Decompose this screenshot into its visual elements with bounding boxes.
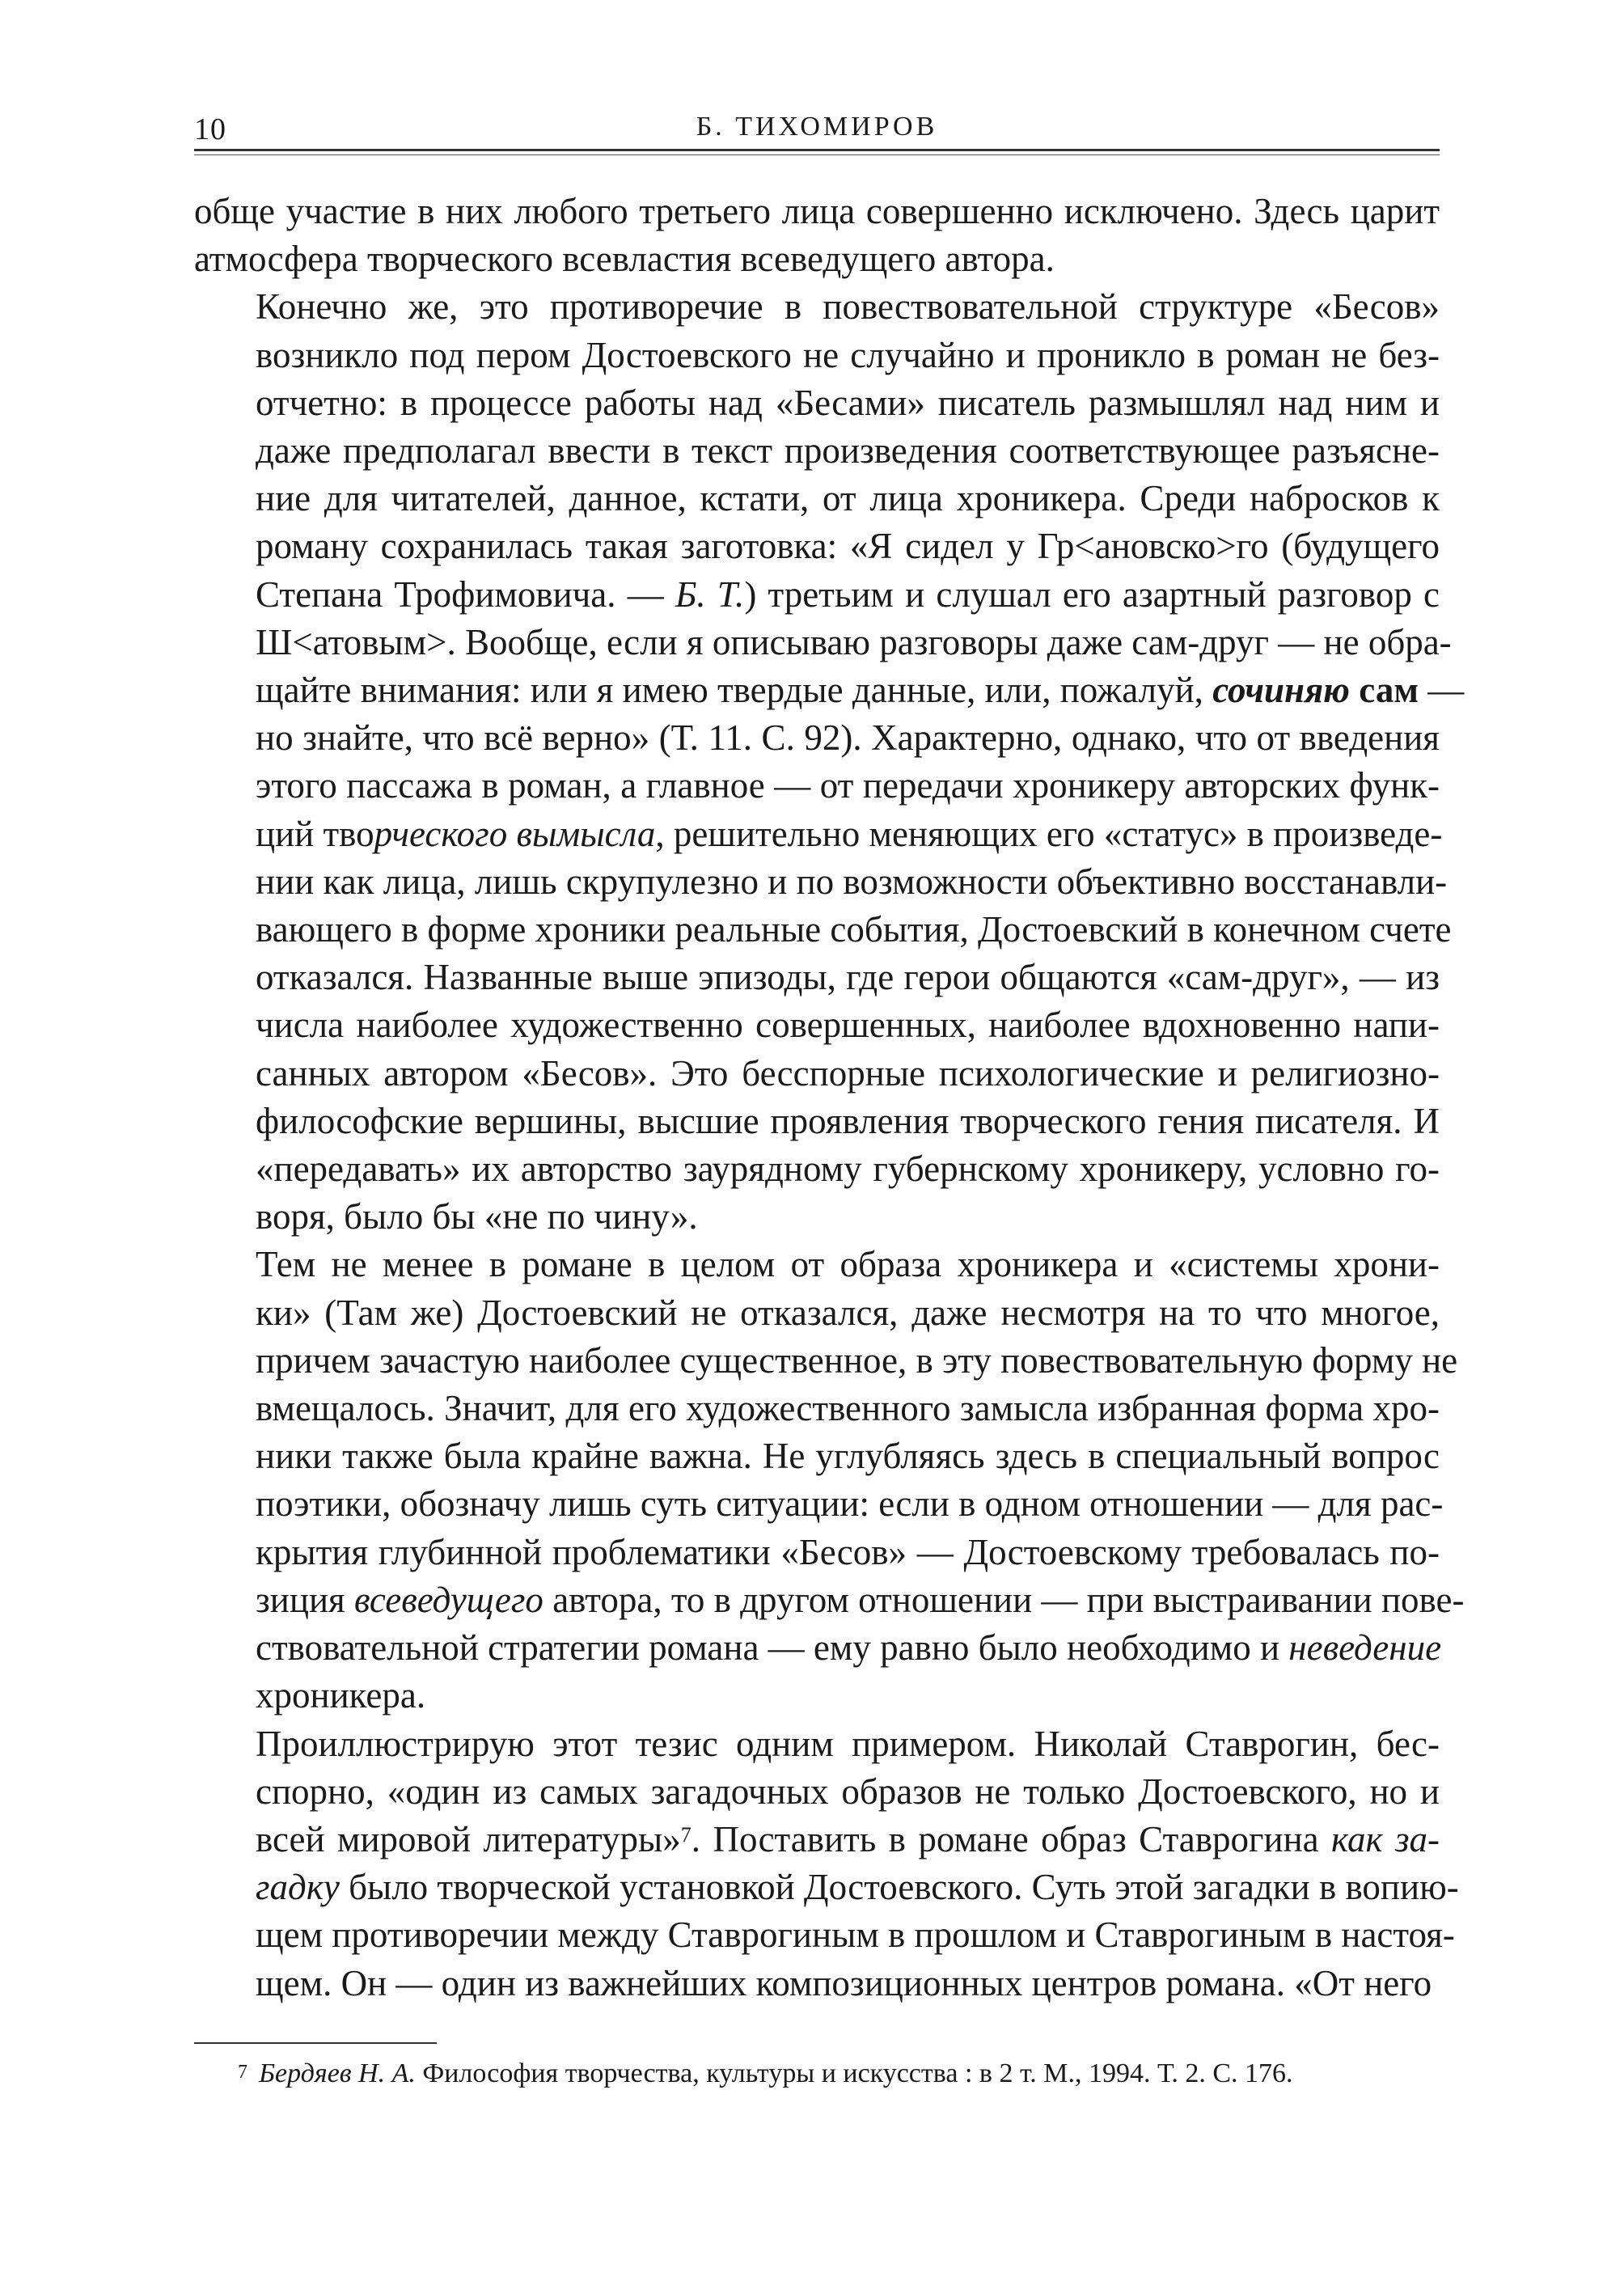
text-line [194, 1289, 1440, 1337]
text-run [1350, 670, 1359, 710]
text-run: но знайте, что всё верно» (Т. 11. С. 92). Характерно, однако, что от введения [256, 717, 1440, 759]
text-line [194, 332, 1440, 379]
text-line [194, 1001, 1440, 1049]
text-line [194, 1768, 1440, 1816]
text-run: обще участие в них любого третьего лица совершенно исключено. Здесь царит [194, 191, 1440, 231]
text-run: , решительно меняющих его «статус» в произведе- [655, 813, 1443, 854]
text-run: Тем не менее в романе в целом от образа хроникера и «системы хрони- [256, 1244, 1440, 1285]
text-run: этого пассажа в роман, а главное — от передачи хроникеру авторских функ- [256, 765, 1440, 806]
header-rule-thin [194, 154, 1440, 155]
footnote-rule [194, 2042, 437, 2044]
text-run: — [1418, 670, 1465, 711]
text-run: отказался. Названные выше эпизоды, где герои общаются «сам-друг», — из [256, 957, 1440, 998]
text-line [194, 1050, 1440, 1098]
emphasis-text: неведение [1288, 1627, 1442, 1669]
text-line [194, 906, 1452, 954]
emphasis-text: рческого вымысла [374, 813, 656, 854]
text-line [194, 188, 1440, 235]
text-line [194, 858, 1448, 906]
text-line [194, 1529, 1440, 1576]
text-line [194, 1960, 1440, 2007]
text-line [194, 1576, 1465, 1624]
emphasis-text: сочиняю [1212, 670, 1351, 711]
text-run: возникло под пером Достоевского не случайно и проникло в роман не без- [256, 334, 1440, 375]
paragraph [194, 283, 1465, 1241]
text-line [194, 1432, 1440, 1480]
text-line [194, 1672, 1440, 1720]
page-header [194, 105, 1440, 146]
text-run: зиция [256, 1579, 354, 1620]
text-run: хроникера. [256, 1675, 426, 1716]
text-run: щем противоречии между Ставрогиным в прошлом и Ставрогиным в настоя- [256, 1914, 1455, 1956]
paragraph [194, 188, 1440, 283]
text-line [194, 283, 1440, 331]
running-head: Б. ТИХОМИРОВ [696, 112, 938, 142]
text-run: автора, то в другом отношении — при выстраивании пове- [543, 1579, 1465, 1620]
text-line [194, 619, 1452, 666]
text-run: было творческой установкой Достоевского. Суть этой загадки в вопию- [339, 1867, 1459, 1908]
text-line [194, 1624, 1440, 1672]
text-run: ствовательной стратегии романа — ему равно было необходимо и [256, 1627, 1289, 1669]
text-run: «передавать» их авторство заурядному губернскому хроникеру, условно го- [256, 1149, 1440, 1190]
text-run: роману сохранилась такая заготовка: «Я сидел у Гр<ановско>го (будущего [256, 526, 1440, 567]
text-run: щем. Он — один из важнейших композиционных центров романа. «От него [256, 1962, 1432, 2003]
emphasis-text: всеведущего [353, 1579, 543, 1620]
text-run: щайте внимания: или я имею твердые данные, или, пожалуй, [256, 670, 1213, 711]
text-line [194, 1911, 1455, 1959]
text-run: даже предполагал ввести в текст произведения соответствующее разъясне- [256, 430, 1440, 472]
text-line [194, 1864, 1459, 1911]
text-run: ние для читателей, данное, кстати, от лица хроникера. Среди набросков к [256, 478, 1440, 519]
text-run: крытия глубинной проблематики «Бесов» — Достоевскому требовалась по- [256, 1531, 1440, 1572]
text-line [194, 475, 1440, 522]
text-line [194, 954, 1440, 1001]
text-run: вмещалось. Значит, для его художественного замысла избранная форма хро- [256, 1388, 1440, 1429]
text-line [194, 762, 1440, 810]
text-run: ники также была крайне важна. Не углубляясь здесь в специальный вопрос [256, 1436, 1440, 1477]
text-run: нии как лица, лишь скрупулезно и по возможности объективно восстанавли- [256, 861, 1448, 902]
emphasis-text: гадку [256, 1867, 340, 1908]
text-run: воря, было бы «не по чину». [256, 1196, 698, 1237]
text-line [194, 714, 1440, 762]
paragraph [194, 1241, 1465, 1720]
footnote-author: Бердяев Н. А. [259, 2058, 416, 2088]
header-rule-thick [194, 149, 1440, 151]
text-run: атмосфера творческого всевластия всеведущего автора. [194, 239, 1055, 280]
text-line [194, 235, 1440, 283]
text-run: всей мировой литературы» [256, 1818, 681, 1859]
text-line [194, 379, 1440, 427]
text-line [194, 1816, 1440, 1864]
footnote-number: 7 [238, 2062, 247, 2083]
text-run: спорно, «один из самых загадочных образов не только Достоевского, но и [256, 1771, 1440, 1812]
text-line [194, 427, 1440, 475]
emphasis-text: Б. Т. [675, 573, 745, 615]
text-run: Проиллюстрирую этот тезис одним примером. Николай Ставрогин, бес- [256, 1723, 1440, 1764]
text-line [194, 1480, 1444, 1528]
text-run: поэтики, обозначу лишь суть ситуации: если в одном отношении — для рас- [256, 1483, 1444, 1525]
text-run: санных автором «Бесов». Это бесспорные психологические и религиозно- [256, 1052, 1440, 1094]
text-run: Степана Трофимовича. — [256, 573, 675, 615]
text-line [194, 1098, 1440, 1145]
text-run: Конечно же, это противоречие в повествовательной структуре «Бесов» [256, 286, 1440, 328]
emphasis-text: как за- [1331, 1818, 1440, 1859]
text-line [194, 1385, 1440, 1432]
text-run: ций тво [256, 813, 374, 854]
page-number: 10 [194, 112, 226, 146]
body-text [194, 188, 1465, 2007]
text-run: ) третьим и слушал его азартный разговор с [744, 573, 1440, 615]
text-line [194, 1193, 1440, 1241]
text-line [194, 1241, 1440, 1288]
paragraph [194, 1720, 1459, 2007]
text-run: философские вершины, высшие проявления творческого гения писателя. И [256, 1100, 1440, 1141]
text-line [194, 1145, 1440, 1193]
text-run: причем зачастую наиболее существенное, в эту повествовательную форму не [256, 1339, 1458, 1381]
footnote-reference: 7 [680, 1822, 691, 1847]
text-line [194, 571, 1440, 619]
text-run: числа наиболее художественно совершенных, наиболее вдохновенно напи- [256, 1005, 1440, 1046]
text-run: ки» (Там же) Достоевский не отказался, даже несмотря на то что многое, [256, 1292, 1440, 1333]
text-line [194, 810, 1443, 858]
text-line [194, 522, 1440, 570]
text-run: отчетно: в процессе работы над «Бесами» писатель размышлял над ним и [256, 382, 1440, 423]
text-run: Ш<атовым>. Вообще, если я описываю разговоры даже сам-друг — не обра- [256, 621, 1452, 662]
text-line [194, 1337, 1458, 1385]
text-run: вающего в форме хроники реальные события, Достоевский в конечном счете [256, 909, 1452, 950]
emphasis-text: сам [1359, 670, 1419, 711]
footnote [194, 2056, 1440, 2092]
footnote-text: Философия творчества, культуры и искусства : в 2 т. М., 1994. Т. 2. С. 176. [415, 2058, 1293, 2088]
text-line [194, 666, 1465, 714]
text-run: . Поставить в романе образ Ставрогина [691, 1818, 1332, 1859]
text-line [194, 1720, 1440, 1768]
